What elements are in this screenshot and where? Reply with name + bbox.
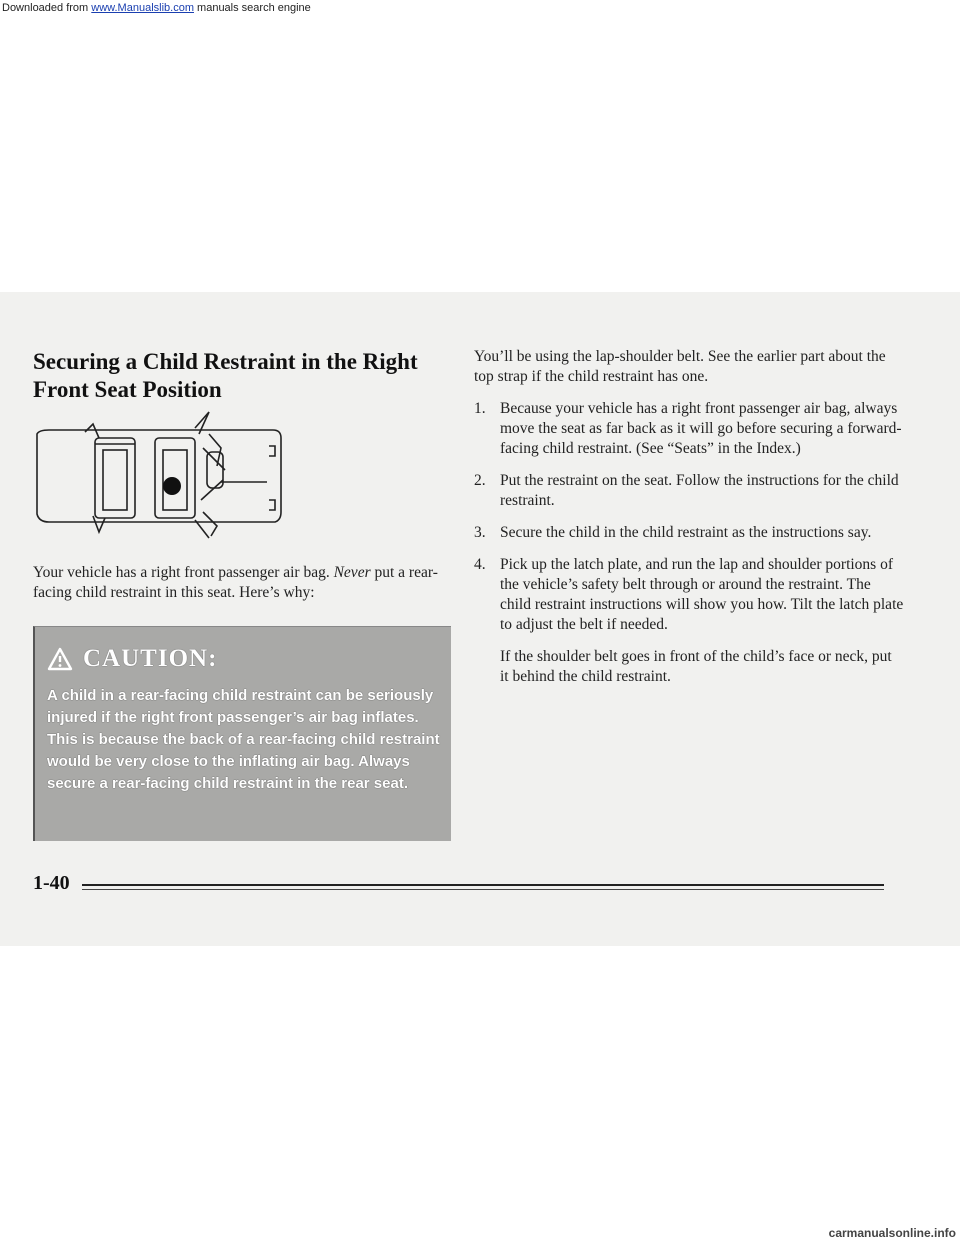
step-followup: If the shoulder belt goes in front of the child’s face or neck, put it behind the child restraint. [500, 648, 892, 685]
vehicle-seat-diagram [33, 408, 285, 540]
manualslib-link[interactable]: www.Manualslib.com [91, 2, 194, 14]
list-item: 2. Put the restraint on the seat. Follow the instructions for the child restraint. [474, 472, 899, 509]
list-item: 4. Pick up the latch plate, and run the lap and shoulder portions of the vehicle’s safety belt through or around the restraint. The child restraint instructions will show you how. Tilt the latch plate to adjust the belt if needed. If the shoulder belt goes in front of the child’s face or neck, put it behind the child restraint. [474, 556, 904, 685]
air-bag-notice: Your vehicle has a right front passenger air bag. Never put a rear-facing child restraint in this seat. Here’s why: [33, 564, 438, 601]
footer-rule [82, 884, 884, 886]
intro-paragraph: You’ll be using the lap-shoulder belt. See the earlier part about the top strap if the child restraint has one. [474, 348, 886, 385]
caution-title: CAUTION: [83, 645, 218, 672]
caution-text: A child in a rear-facing child restraint can be seriously injured if the right front passenger’s air bag inflates. This is because the back of a rear-facing child restraint would be very close to the inflating air bag. Always secure a rear-facing child restraint in the rear seat. [47, 687, 440, 792]
footer-rule-thin [82, 889, 884, 890]
source-watermark: carmanualsonline.info [828, 1226, 956, 1240]
steps-list [474, 399, 904, 699]
list-item: 3. Secure the child in the child restraint as the instructions say. [474, 524, 872, 541]
section-heading: Securing a Child Restraint in the Right Front Seat Position [33, 349, 418, 402]
warning-triangle-icon [47, 647, 73, 671]
list-item: 1. Because your vehicle has a right front passenger air bag, always move the seat as far back as it will go before securing a forward-facing child restraint. (See “Seats” in the Index.) [474, 400, 902, 457]
page-number: 1-40 [33, 872, 70, 894]
caution-box [33, 626, 451, 841]
download-watermark: Downloaded from www.Manualslib.com manuals search engine [2, 2, 311, 14]
